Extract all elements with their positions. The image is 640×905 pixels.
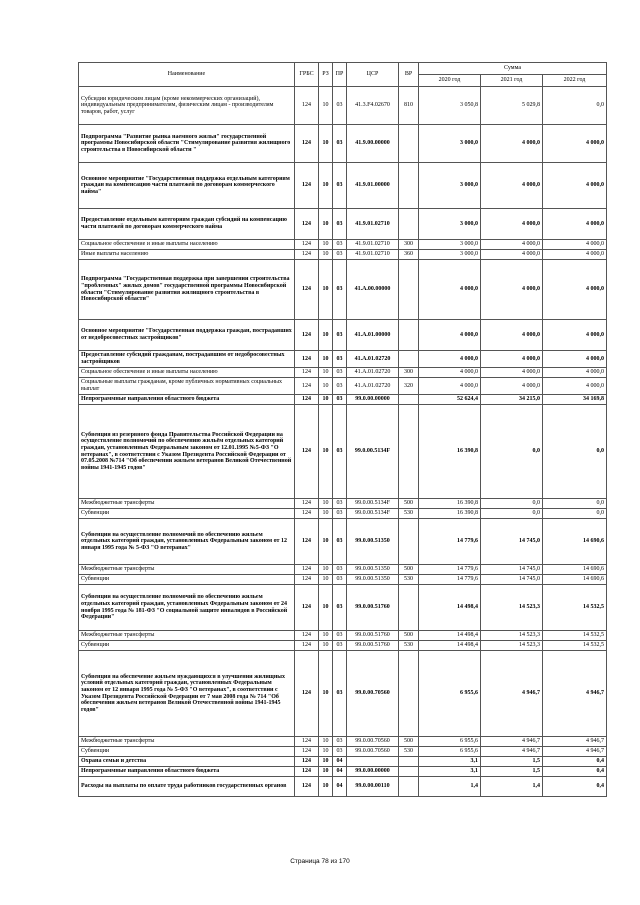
table-row bbox=[79, 260, 607, 320]
row-vr bbox=[399, 651, 419, 737]
row-vr: 500 bbox=[399, 565, 419, 575]
row-amount-2021: 4 946,7 bbox=[481, 651, 543, 737]
table-row bbox=[79, 509, 607, 519]
header-vr: ВР bbox=[399, 63, 419, 87]
row-pr: 03 bbox=[333, 378, 347, 395]
row-amount-2020: 3 050,8 bbox=[419, 87, 481, 125]
row-name: Межбюджетные трансферты bbox=[79, 737, 295, 747]
row-amount-2021: 4 000,0 bbox=[481, 351, 543, 368]
row-csr: 41.А.01.02720 bbox=[347, 378, 399, 395]
row-pr: 03 bbox=[333, 575, 347, 585]
row-amount-2022: 0,0 bbox=[543, 499, 607, 509]
row-amount-2021: 1,5 bbox=[481, 757, 543, 767]
row-amount-2022: 4 000,0 bbox=[543, 351, 607, 368]
row-rz: 10 bbox=[319, 125, 333, 163]
row-amount-2020: 3,1 bbox=[419, 767, 481, 777]
table-row bbox=[79, 499, 607, 509]
row-pr: 03 bbox=[333, 368, 347, 378]
row-amount-2022: 4 946,7 bbox=[543, 747, 607, 757]
table-row bbox=[79, 777, 607, 797]
row-vr bbox=[399, 585, 419, 631]
row-csr: 99.0.00.51760 bbox=[347, 631, 399, 641]
table-row bbox=[79, 757, 607, 767]
row-name: Межбюджетные трансферты bbox=[79, 631, 295, 641]
table-row bbox=[79, 519, 607, 565]
row-pr: 03 bbox=[333, 260, 347, 320]
row-vr: 360 bbox=[399, 250, 419, 260]
row-amount-2022: 4 000,0 bbox=[543, 125, 607, 163]
row-amount-2020: 14 779,6 bbox=[419, 575, 481, 585]
row-amount-2022: 0,0 bbox=[543, 87, 607, 125]
row-amount-2021: 14 745,0 bbox=[481, 575, 543, 585]
row-rz: 10 bbox=[319, 631, 333, 641]
header-grbs: ГРБС bbox=[295, 63, 319, 87]
row-csr: 99.0.00.51350 bbox=[347, 519, 399, 565]
row-rz: 10 bbox=[319, 250, 333, 260]
table-row bbox=[79, 767, 607, 777]
row-amount-2021: 1,5 bbox=[481, 767, 543, 777]
row-amount-2022: 14 532,5 bbox=[543, 631, 607, 641]
row-amount-2021: 4 946,7 bbox=[481, 747, 543, 757]
row-amount-2022: 4 946,7 bbox=[543, 651, 607, 737]
row-amount-2020: 3 000,0 bbox=[419, 209, 481, 240]
row-name: Подпрограмма "Развитие рынка наемного жилья" государственной программы Новосибирской области "Стимулирование развития жилищного строительства в Новосибирской области " bbox=[79, 125, 295, 163]
row-csr: 99.0.00.51350 bbox=[347, 565, 399, 575]
row-amount-2020: 14 498,4 bbox=[419, 631, 481, 641]
row-name: Основное мероприятие "Государственная поддержка отдельным категориям граждан на компенсацию части платежей по договорам коммерческого найма" bbox=[79, 163, 295, 209]
row-csr: 99.0.00.00110 bbox=[347, 777, 399, 797]
row-name: Основное мероприятие "Государственная поддержка граждан, пострадавших от недобросовестных застройщиков" bbox=[79, 320, 295, 351]
row-csr: 99.0.00.5134F bbox=[347, 509, 399, 519]
header-year-2021: 2021 год bbox=[481, 75, 543, 87]
row-pr: 04 bbox=[333, 757, 347, 767]
row-vr bbox=[399, 125, 419, 163]
row-name: Межбюджетные трансферты bbox=[79, 499, 295, 509]
row-amount-2021: 4 946,7 bbox=[481, 737, 543, 747]
row-amount-2022: 4 000,0 bbox=[543, 260, 607, 320]
row-pr: 03 bbox=[333, 585, 347, 631]
row-rz: 10 bbox=[319, 499, 333, 509]
row-name: Субвенции на осуществление полномочий по обеспечению жильем отдельных категорий граждан, установленных Федеральным законом от 12 января 1995 года № 5-ФЗ "О ветеранах" bbox=[79, 519, 295, 565]
row-rz: 10 bbox=[319, 575, 333, 585]
row-amount-2021: 14 523,3 bbox=[481, 585, 543, 631]
row-vr: 530 bbox=[399, 641, 419, 651]
row-vr bbox=[399, 777, 419, 797]
header-year-2020: 2020 год bbox=[419, 75, 481, 87]
row-pr: 03 bbox=[333, 519, 347, 565]
row-amount-2022: 14 532,5 bbox=[543, 641, 607, 651]
row-rz: 10 bbox=[319, 368, 333, 378]
row-rz: 10 bbox=[319, 405, 333, 499]
row-vr bbox=[399, 757, 419, 767]
row-grbs: 124 bbox=[295, 509, 319, 519]
row-csr: 99.0.00.5134F bbox=[347, 405, 399, 499]
row-csr: 41.9.00.00000 bbox=[347, 125, 399, 163]
row-amount-2020: 52 624,4 bbox=[419, 395, 481, 405]
row-name: Субвенции на осуществление полномочий по обеспечению жильем отдельных категорий граждан, установленных Федеральным законом от 24 ноября 1995 года № 181-ФЗ "О социальной защите инвалидов в Российской Федерации" bbox=[79, 585, 295, 631]
row-amount-2021: 1,4 bbox=[481, 777, 543, 797]
row-csr: 41.А.01.02720 bbox=[347, 368, 399, 378]
row-rz: 10 bbox=[319, 767, 333, 777]
row-name: Охрана семьи и детства bbox=[79, 757, 295, 767]
row-amount-2020: 3 000,0 bbox=[419, 250, 481, 260]
row-name: Подпрограмма "Государственная поддержка при завершении строительства "проблемных" жилых домов" государственной программы Новосибирской области "Стимулирование развития жилищного строительства в Новосибирской области" bbox=[79, 260, 295, 320]
row-amount-2022: 14 532,5 bbox=[543, 585, 607, 631]
row-pr: 03 bbox=[333, 320, 347, 351]
table-row bbox=[79, 405, 607, 499]
row-grbs: 124 bbox=[295, 351, 319, 368]
row-vr bbox=[399, 320, 419, 351]
row-name: Предоставление субсидий гражданам, пострадавшим от недобросовестных застройщиков bbox=[79, 351, 295, 368]
row-amount-2022: 0,4 bbox=[543, 757, 607, 767]
page-number: Страница 78 из 170 bbox=[290, 858, 350, 865]
header-name: Наименование bbox=[79, 63, 295, 87]
table-row bbox=[79, 240, 607, 250]
row-amount-2020: 4 000,0 bbox=[419, 320, 481, 351]
row-rz: 10 bbox=[319, 585, 333, 631]
row-csr: 99.0.00.51760 bbox=[347, 641, 399, 651]
row-amount-2022: 4 000,0 bbox=[543, 250, 607, 260]
row-amount-2022: 34 169,8 bbox=[543, 395, 607, 405]
row-grbs: 124 bbox=[295, 209, 319, 240]
row-pr: 03 bbox=[333, 250, 347, 260]
row-csr: 41.9.01.02710 bbox=[347, 240, 399, 250]
row-amount-2020: 16 390,8 bbox=[419, 405, 481, 499]
row-pr: 03 bbox=[333, 747, 347, 757]
table-row bbox=[79, 631, 607, 641]
row-grbs: 124 bbox=[295, 631, 319, 641]
table-row bbox=[79, 565, 607, 575]
row-grbs: 124 bbox=[295, 250, 319, 260]
row-amount-2022: 4 000,0 bbox=[543, 368, 607, 378]
row-amount-2021: 5 029,8 bbox=[481, 87, 543, 125]
row-vr: 500 bbox=[399, 737, 419, 747]
row-grbs: 124 bbox=[295, 737, 319, 747]
row-name: Предоставление отдельным категориям граждан субсидий на компенсацию части платежей по договорам коммерческого найма bbox=[79, 209, 295, 240]
row-rz: 10 bbox=[319, 163, 333, 209]
row-rz: 10 bbox=[319, 240, 333, 250]
header-csr: ЦСР bbox=[347, 63, 399, 87]
row-rz: 10 bbox=[319, 641, 333, 651]
row-amount-2021: 14 745,0 bbox=[481, 565, 543, 575]
row-csr: 41.9.01.02710 bbox=[347, 209, 399, 240]
row-vr: 530 bbox=[399, 509, 419, 519]
row-amount-2021: 34 215,0 bbox=[481, 395, 543, 405]
row-rz: 10 bbox=[319, 565, 333, 575]
row-grbs: 124 bbox=[295, 395, 319, 405]
row-rz: 10 bbox=[319, 260, 333, 320]
row-grbs: 124 bbox=[295, 519, 319, 565]
row-vr bbox=[399, 351, 419, 368]
row-rz: 10 bbox=[319, 351, 333, 368]
row-csr bbox=[347, 757, 399, 767]
row-name: Субвенции bbox=[79, 509, 295, 519]
row-grbs: 124 bbox=[295, 405, 319, 499]
row-amount-2021: 4 000,0 bbox=[481, 250, 543, 260]
row-vr bbox=[399, 163, 419, 209]
row-grbs: 124 bbox=[295, 163, 319, 209]
row-name: Субвенции bbox=[79, 575, 295, 585]
row-amount-2020: 4 000,0 bbox=[419, 260, 481, 320]
row-amount-2020: 3 000,0 bbox=[419, 163, 481, 209]
row-amount-2021: 4 000,0 bbox=[481, 368, 543, 378]
table-row bbox=[79, 378, 607, 395]
row-vr bbox=[399, 405, 419, 499]
row-pr: 03 bbox=[333, 651, 347, 737]
row-amount-2020: 3,1 bbox=[419, 757, 481, 767]
row-pr: 04 bbox=[333, 777, 347, 797]
row-amount-2021: 4 000,0 bbox=[481, 378, 543, 395]
header-rz: РЗ bbox=[319, 63, 333, 87]
row-csr: 41.А.01.00000 bbox=[347, 320, 399, 351]
row-pr: 03 bbox=[333, 631, 347, 641]
row-amount-2022: 0,4 bbox=[543, 777, 607, 797]
row-amount-2020: 14 779,6 bbox=[419, 565, 481, 575]
table-row bbox=[79, 585, 607, 631]
row-pr: 03 bbox=[333, 565, 347, 575]
row-grbs: 124 bbox=[295, 585, 319, 631]
row-csr: 99.0.00.51760 bbox=[347, 585, 399, 631]
row-name: Субвенция из резервного фонда Правительства Российской Федерации на осуществление полномочий по обеспечению жильём отдельных категорий граждан, установленных Федеральным законом от 12.01.1995 №5-ФЗ "О ветеранах", в соответствии с Указом Президента Российской Федерации от 07.05.2008 №714 "Об обеспечении жильем ветеранов Великой Отечественной войны 1941-1945 годов" bbox=[79, 405, 295, 499]
table-row bbox=[79, 737, 607, 747]
row-vr: 530 bbox=[399, 747, 419, 757]
row-vr bbox=[399, 519, 419, 565]
row-pr: 03 bbox=[333, 163, 347, 209]
row-rz: 10 bbox=[319, 395, 333, 405]
row-csr: 99.0.00.70560 bbox=[347, 737, 399, 747]
row-amount-2020: 6 955,6 bbox=[419, 651, 481, 737]
row-name: Субвенции bbox=[79, 641, 295, 651]
row-vr: 300 bbox=[399, 368, 419, 378]
row-grbs: 124 bbox=[295, 240, 319, 250]
row-name: Расходы на выплаты по оплате труда работников государственных органов bbox=[79, 777, 295, 797]
row-name: Субвенция на обеспечение жильем нуждающихся в улучшении жилищных условий отдельных категорий граждан, установленных Федеральным законом от 12 января 1995 года № 5-ФЗ "О ветеранах", в соответствии с Указом Президента Российской Федерации от 7 мая 2008 года № 714 "Об обеспечении жильем ветеранов Великой Отечественной войны 1941-1945 годов" bbox=[79, 651, 295, 737]
row-name: Социальное обеспечение и иные выплаты населению bbox=[79, 368, 295, 378]
row-amount-2022: 4 000,0 bbox=[543, 378, 607, 395]
row-csr: 99.0.00.70560 bbox=[347, 651, 399, 737]
row-name: Социальные выплаты гражданам, кроме публичных нормативных социальных выплат bbox=[79, 378, 295, 395]
row-vr: 810 bbox=[399, 87, 419, 125]
row-grbs: 124 bbox=[295, 87, 319, 125]
row-vr bbox=[399, 209, 419, 240]
header-year-2022: 2022 год bbox=[543, 75, 607, 87]
row-amount-2022: 4 000,0 bbox=[543, 320, 607, 351]
row-grbs: 124 bbox=[295, 641, 319, 651]
row-rz: 10 bbox=[319, 519, 333, 565]
row-pr: 03 bbox=[333, 737, 347, 747]
row-amount-2020: 14 498,4 bbox=[419, 641, 481, 651]
row-csr: 41.А.01.02720 bbox=[347, 351, 399, 368]
row-vr bbox=[399, 767, 419, 777]
row-amount-2020: 6 955,6 bbox=[419, 737, 481, 747]
row-vr: 500 bbox=[399, 499, 419, 509]
row-amount-2021: 0,0 bbox=[481, 509, 543, 519]
row-amount-2021: 0,0 bbox=[481, 499, 543, 509]
row-amount-2021: 14 523,3 bbox=[481, 631, 543, 641]
header-pr: ПР bbox=[333, 63, 347, 87]
row-amount-2022: 4 946,7 bbox=[543, 737, 607, 747]
row-grbs: 124 bbox=[295, 575, 319, 585]
row-amount-2022: 14 690,6 bbox=[543, 565, 607, 575]
table-row bbox=[79, 651, 607, 737]
row-amount-2020: 16 390,8 bbox=[419, 499, 481, 509]
row-rz: 10 bbox=[319, 777, 333, 797]
row-rz: 10 bbox=[319, 757, 333, 767]
budget-table bbox=[78, 62, 607, 797]
row-amount-2020: 14 498,4 bbox=[419, 585, 481, 631]
row-pr: 03 bbox=[333, 641, 347, 651]
row-grbs: 124 bbox=[295, 777, 319, 797]
table-body bbox=[79, 87, 607, 797]
row-vr: 530 bbox=[399, 575, 419, 585]
row-amount-2020: 1,4 bbox=[419, 777, 481, 797]
row-amount-2021: 4 000,0 bbox=[481, 320, 543, 351]
table-row bbox=[79, 163, 607, 209]
row-amount-2021: 4 000,0 bbox=[481, 240, 543, 250]
row-amount-2022: 4 000,0 bbox=[543, 163, 607, 209]
row-vr: 300 bbox=[399, 240, 419, 250]
row-pr: 03 bbox=[333, 125, 347, 163]
row-csr: 99.0.00.00000 bbox=[347, 767, 399, 777]
row-pr: 04 bbox=[333, 767, 347, 777]
row-grbs: 124 bbox=[295, 651, 319, 737]
row-amount-2021: 4 000,0 bbox=[481, 209, 543, 240]
table-row bbox=[79, 368, 607, 378]
row-amount-2020: 4 000,0 bbox=[419, 378, 481, 395]
header-sum: Сумма bbox=[419, 63, 607, 75]
row-pr: 03 bbox=[333, 405, 347, 499]
row-grbs: 124 bbox=[295, 767, 319, 777]
row-pr: 03 bbox=[333, 351, 347, 368]
table-header bbox=[79, 63, 607, 87]
row-pr: 03 bbox=[333, 87, 347, 125]
row-amount-2020: 16 390,8 bbox=[419, 509, 481, 519]
table-row bbox=[79, 320, 607, 351]
row-rz: 10 bbox=[319, 509, 333, 519]
row-csr: 41.А.00.00000 bbox=[347, 260, 399, 320]
row-name: Социальное обеспечение и иные выплаты населению bbox=[79, 240, 295, 250]
row-amount-2021: 14 745,0 bbox=[481, 519, 543, 565]
row-name: Непрограммные направления областного бюджета bbox=[79, 767, 295, 777]
row-csr: 99.0.00.70560 bbox=[347, 747, 399, 757]
row-grbs: 124 bbox=[295, 499, 319, 509]
row-rz: 10 bbox=[319, 378, 333, 395]
row-csr: 99.0.00.00000 bbox=[347, 395, 399, 405]
row-grbs: 124 bbox=[295, 260, 319, 320]
row-vr: 320 bbox=[399, 378, 419, 395]
row-amount-2022: 4 000,0 bbox=[543, 240, 607, 250]
row-grbs: 124 bbox=[295, 747, 319, 757]
table-row bbox=[79, 641, 607, 651]
row-name: Иные выплаты населению bbox=[79, 250, 295, 260]
row-amount-2021: 4 000,0 bbox=[481, 163, 543, 209]
row-rz: 10 bbox=[319, 737, 333, 747]
row-grbs: 124 bbox=[295, 378, 319, 395]
row-csr: 41.3.F4.02670 bbox=[347, 87, 399, 125]
row-grbs: 124 bbox=[295, 125, 319, 163]
table-row bbox=[79, 395, 607, 405]
table-row bbox=[79, 125, 607, 163]
row-pr: 03 bbox=[333, 240, 347, 250]
row-amount-2020: 4 000,0 bbox=[419, 351, 481, 368]
row-rz: 10 bbox=[319, 209, 333, 240]
row-vr: 500 bbox=[399, 631, 419, 641]
row-amount-2021: 4 000,0 bbox=[481, 125, 543, 163]
row-amount-2022: 4 000,0 bbox=[543, 209, 607, 240]
row-grbs: 124 bbox=[295, 320, 319, 351]
row-rz: 10 bbox=[319, 747, 333, 757]
row-amount-2022: 14 690,6 bbox=[543, 519, 607, 565]
row-amount-2022: 0,0 bbox=[543, 405, 607, 499]
row-amount-2020: 6 955,6 bbox=[419, 747, 481, 757]
table-row bbox=[79, 351, 607, 368]
table-row bbox=[79, 209, 607, 240]
row-amount-2020: 4 000,0 bbox=[419, 368, 481, 378]
row-csr: 41.9.01.00000 bbox=[347, 163, 399, 209]
row-amount-2020: 3 000,0 bbox=[419, 125, 481, 163]
table-row bbox=[79, 250, 607, 260]
row-amount-2022: 0,4 bbox=[543, 767, 607, 777]
table-row bbox=[79, 87, 607, 125]
table-row bbox=[79, 575, 607, 585]
row-rz: 10 bbox=[319, 320, 333, 351]
row-vr bbox=[399, 395, 419, 405]
row-amount-2020: 14 779,6 bbox=[419, 519, 481, 565]
row-pr: 03 bbox=[333, 395, 347, 405]
row-vr bbox=[399, 260, 419, 320]
row-grbs: 124 bbox=[295, 368, 319, 378]
row-rz: 10 bbox=[319, 87, 333, 125]
row-pr: 03 bbox=[333, 509, 347, 519]
table-row bbox=[79, 747, 607, 757]
row-amount-2020: 3 000,0 bbox=[419, 240, 481, 250]
row-pr: 03 bbox=[333, 209, 347, 240]
row-pr: 03 bbox=[333, 499, 347, 509]
row-amount-2021: 4 000,0 bbox=[481, 260, 543, 320]
row-grbs: 124 bbox=[295, 757, 319, 767]
row-amount-2021: 14 523,3 bbox=[481, 641, 543, 651]
row-name: Субсидии юридическим лицам (кроме некоммерческих организаций), индивидуальным предпринимателям, физическим лицам - производителям товаров, работ, услуг bbox=[79, 87, 295, 125]
row-amount-2021: 0,0 bbox=[481, 405, 543, 499]
row-amount-2022: 14 690,6 bbox=[543, 575, 607, 585]
row-csr: 99.0.00.51350 bbox=[347, 575, 399, 585]
row-csr: 99.0.00.5134F bbox=[347, 499, 399, 509]
row-rz: 10 bbox=[319, 651, 333, 737]
row-name: Межбюджетные трансферты bbox=[79, 565, 295, 575]
row-amount-2022: 0,0 bbox=[543, 509, 607, 519]
row-grbs: 124 bbox=[295, 565, 319, 575]
row-csr: 41.9.01.02710 bbox=[347, 250, 399, 260]
row-name: Непрограммные направления областного бюджета bbox=[79, 395, 295, 405]
row-name: Субвенции bbox=[79, 747, 295, 757]
